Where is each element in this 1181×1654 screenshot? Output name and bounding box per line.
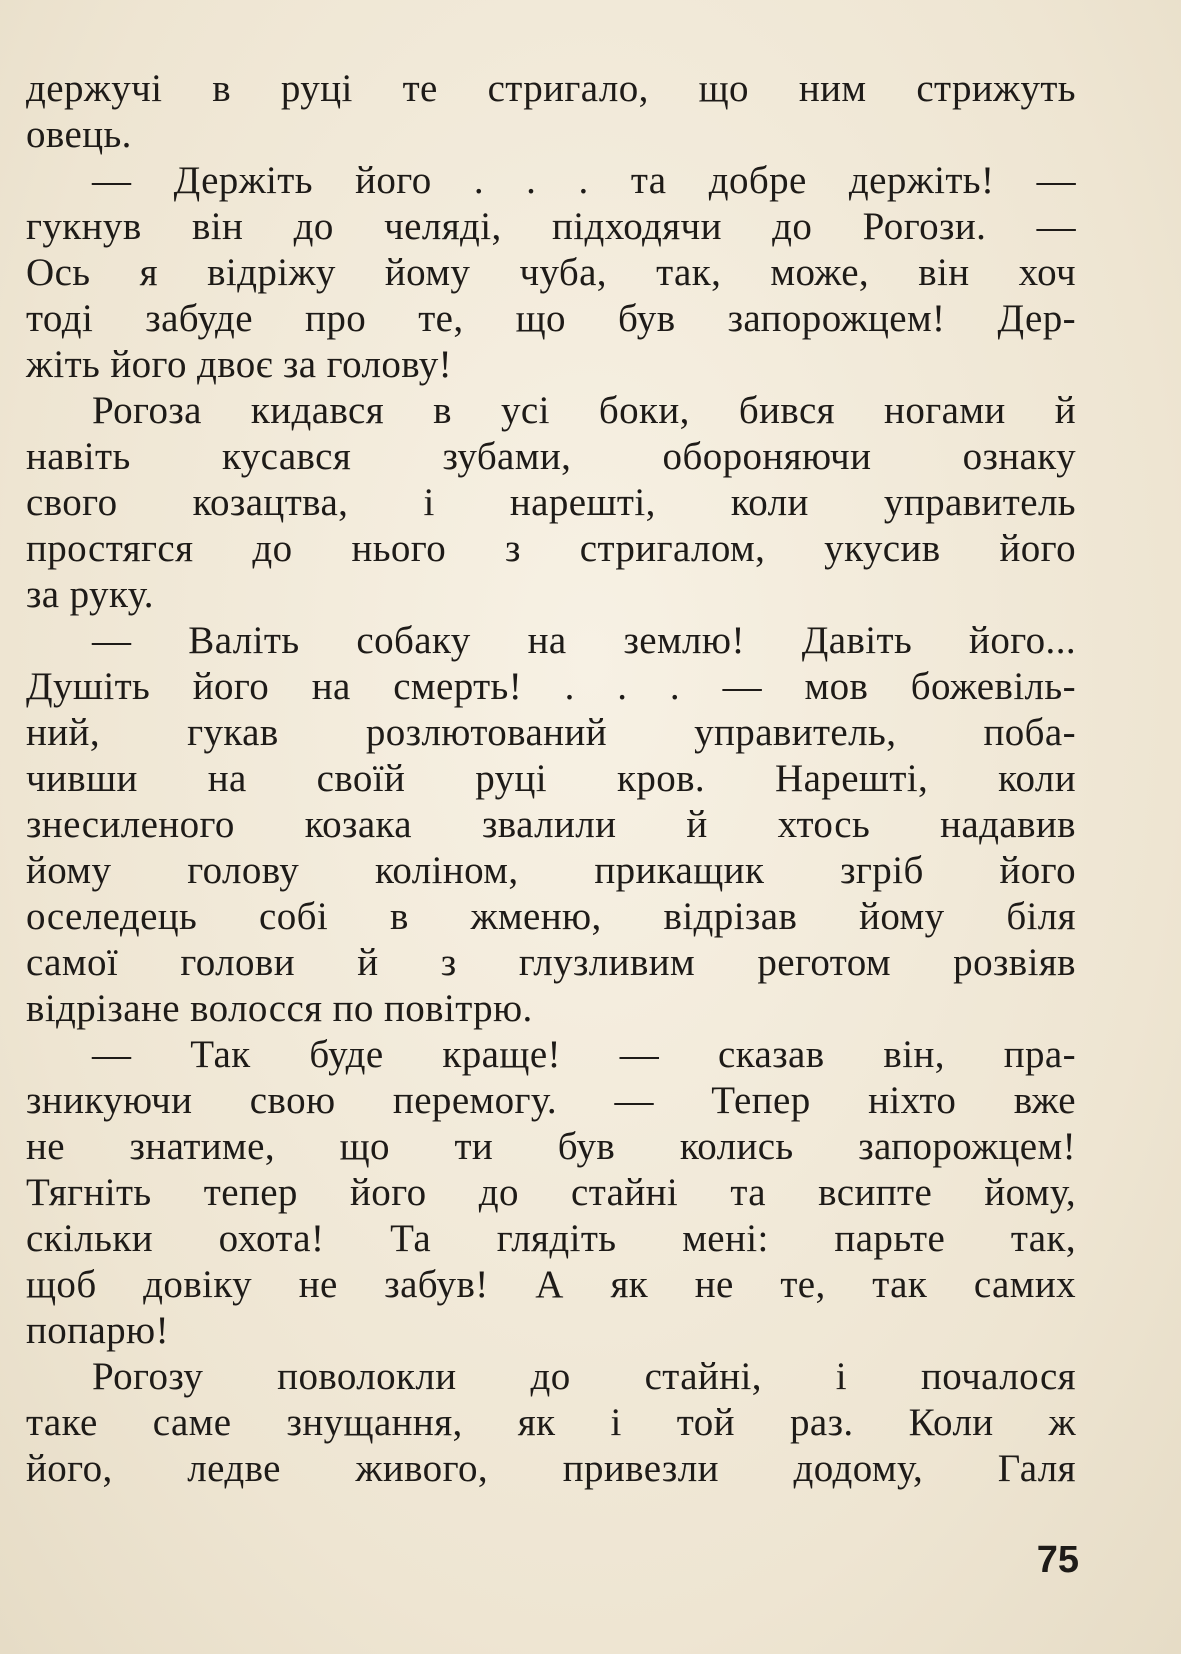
text-line: попарю! — [26, 1309, 169, 1352]
text-line: навіть кусався зубами, обороняючи ознаку — [26, 435, 1076, 478]
text-line: таке саме знущання, як і той раз. Коли ж — [26, 1401, 1076, 1444]
text-line: — Так буде краще! — сказав він, пра- — [92, 1033, 1076, 1076]
text-line: — Валіть собаку на землю! Давіть його... — [92, 619, 1076, 662]
text-line: знесиленого козака звалили й хтось надавив — [26, 803, 1076, 846]
text-line: Рогоза кидався в усі боки, бився ногами й — [92, 389, 1076, 432]
text-line: його, ледве живого, привезли додому, Галя — [26, 1447, 1076, 1490]
text-line: Душіть його на смерть! . . . — мов божевіль- — [26, 665, 1076, 708]
text-line: — Держіть його . . . та добре держіть! — — [92, 159, 1076, 202]
text-line: Ось я відріжу йому чуба, так, може, він хоч — [26, 251, 1076, 294]
body-text — [26, 66, 1076, 1492]
text-line: гукнув він до челяді, підходячи до Рогози. — — [26, 205, 1076, 248]
text-line: за руку. — [26, 573, 154, 616]
text-line: простягся до нього з стригалом, укусив його — [26, 527, 1076, 570]
text-line: не знатиме, що ти був колись запорожцем! — [26, 1125, 1076, 1168]
text-line: Рогозу поволокли до стайні, і почалося — [92, 1355, 1076, 1398]
text-line: тоді забуде про те, що був запорожцем! Дер- — [26, 297, 1076, 340]
text-line: свого козацтва, і нарешті, коли управитель — [26, 481, 1076, 524]
text-line: скільки охота! Та глядіть мені: парьте так, — [26, 1217, 1076, 1260]
text-line: ний, гукав розлютований управитель, поба- — [26, 711, 1076, 754]
text-line: жіть його двоє за голову! — [26, 343, 452, 386]
text-line: оселедець собі в жменю, відрізав йому біля — [26, 895, 1076, 938]
text-line: йому голову коліном, прикащик згріб його — [26, 849, 1076, 892]
text-line: чивши на своїй руці кров. Нарешті, коли — [26, 757, 1076, 800]
text-line: овець. — [26, 113, 132, 156]
text-line: зникуючи свою перемогу. — Тепер ніхто вже — [26, 1079, 1076, 1122]
text-line: щоб довіку не забув! А як не те, так самих — [26, 1263, 1076, 1306]
text-line: держучі в руці те стригало, що ним стрижуть — [26, 67, 1076, 110]
text-line: Тягніть тепер його до стайні та всипте йому, — [26, 1171, 1076, 1214]
text-line: відрізане волосся по повітрю. — [26, 987, 533, 1030]
text-line: самої голови й з глузливим реготом розвіяв — [26, 941, 1076, 984]
page-number: 75 — [1036, 1539, 1079, 1581]
